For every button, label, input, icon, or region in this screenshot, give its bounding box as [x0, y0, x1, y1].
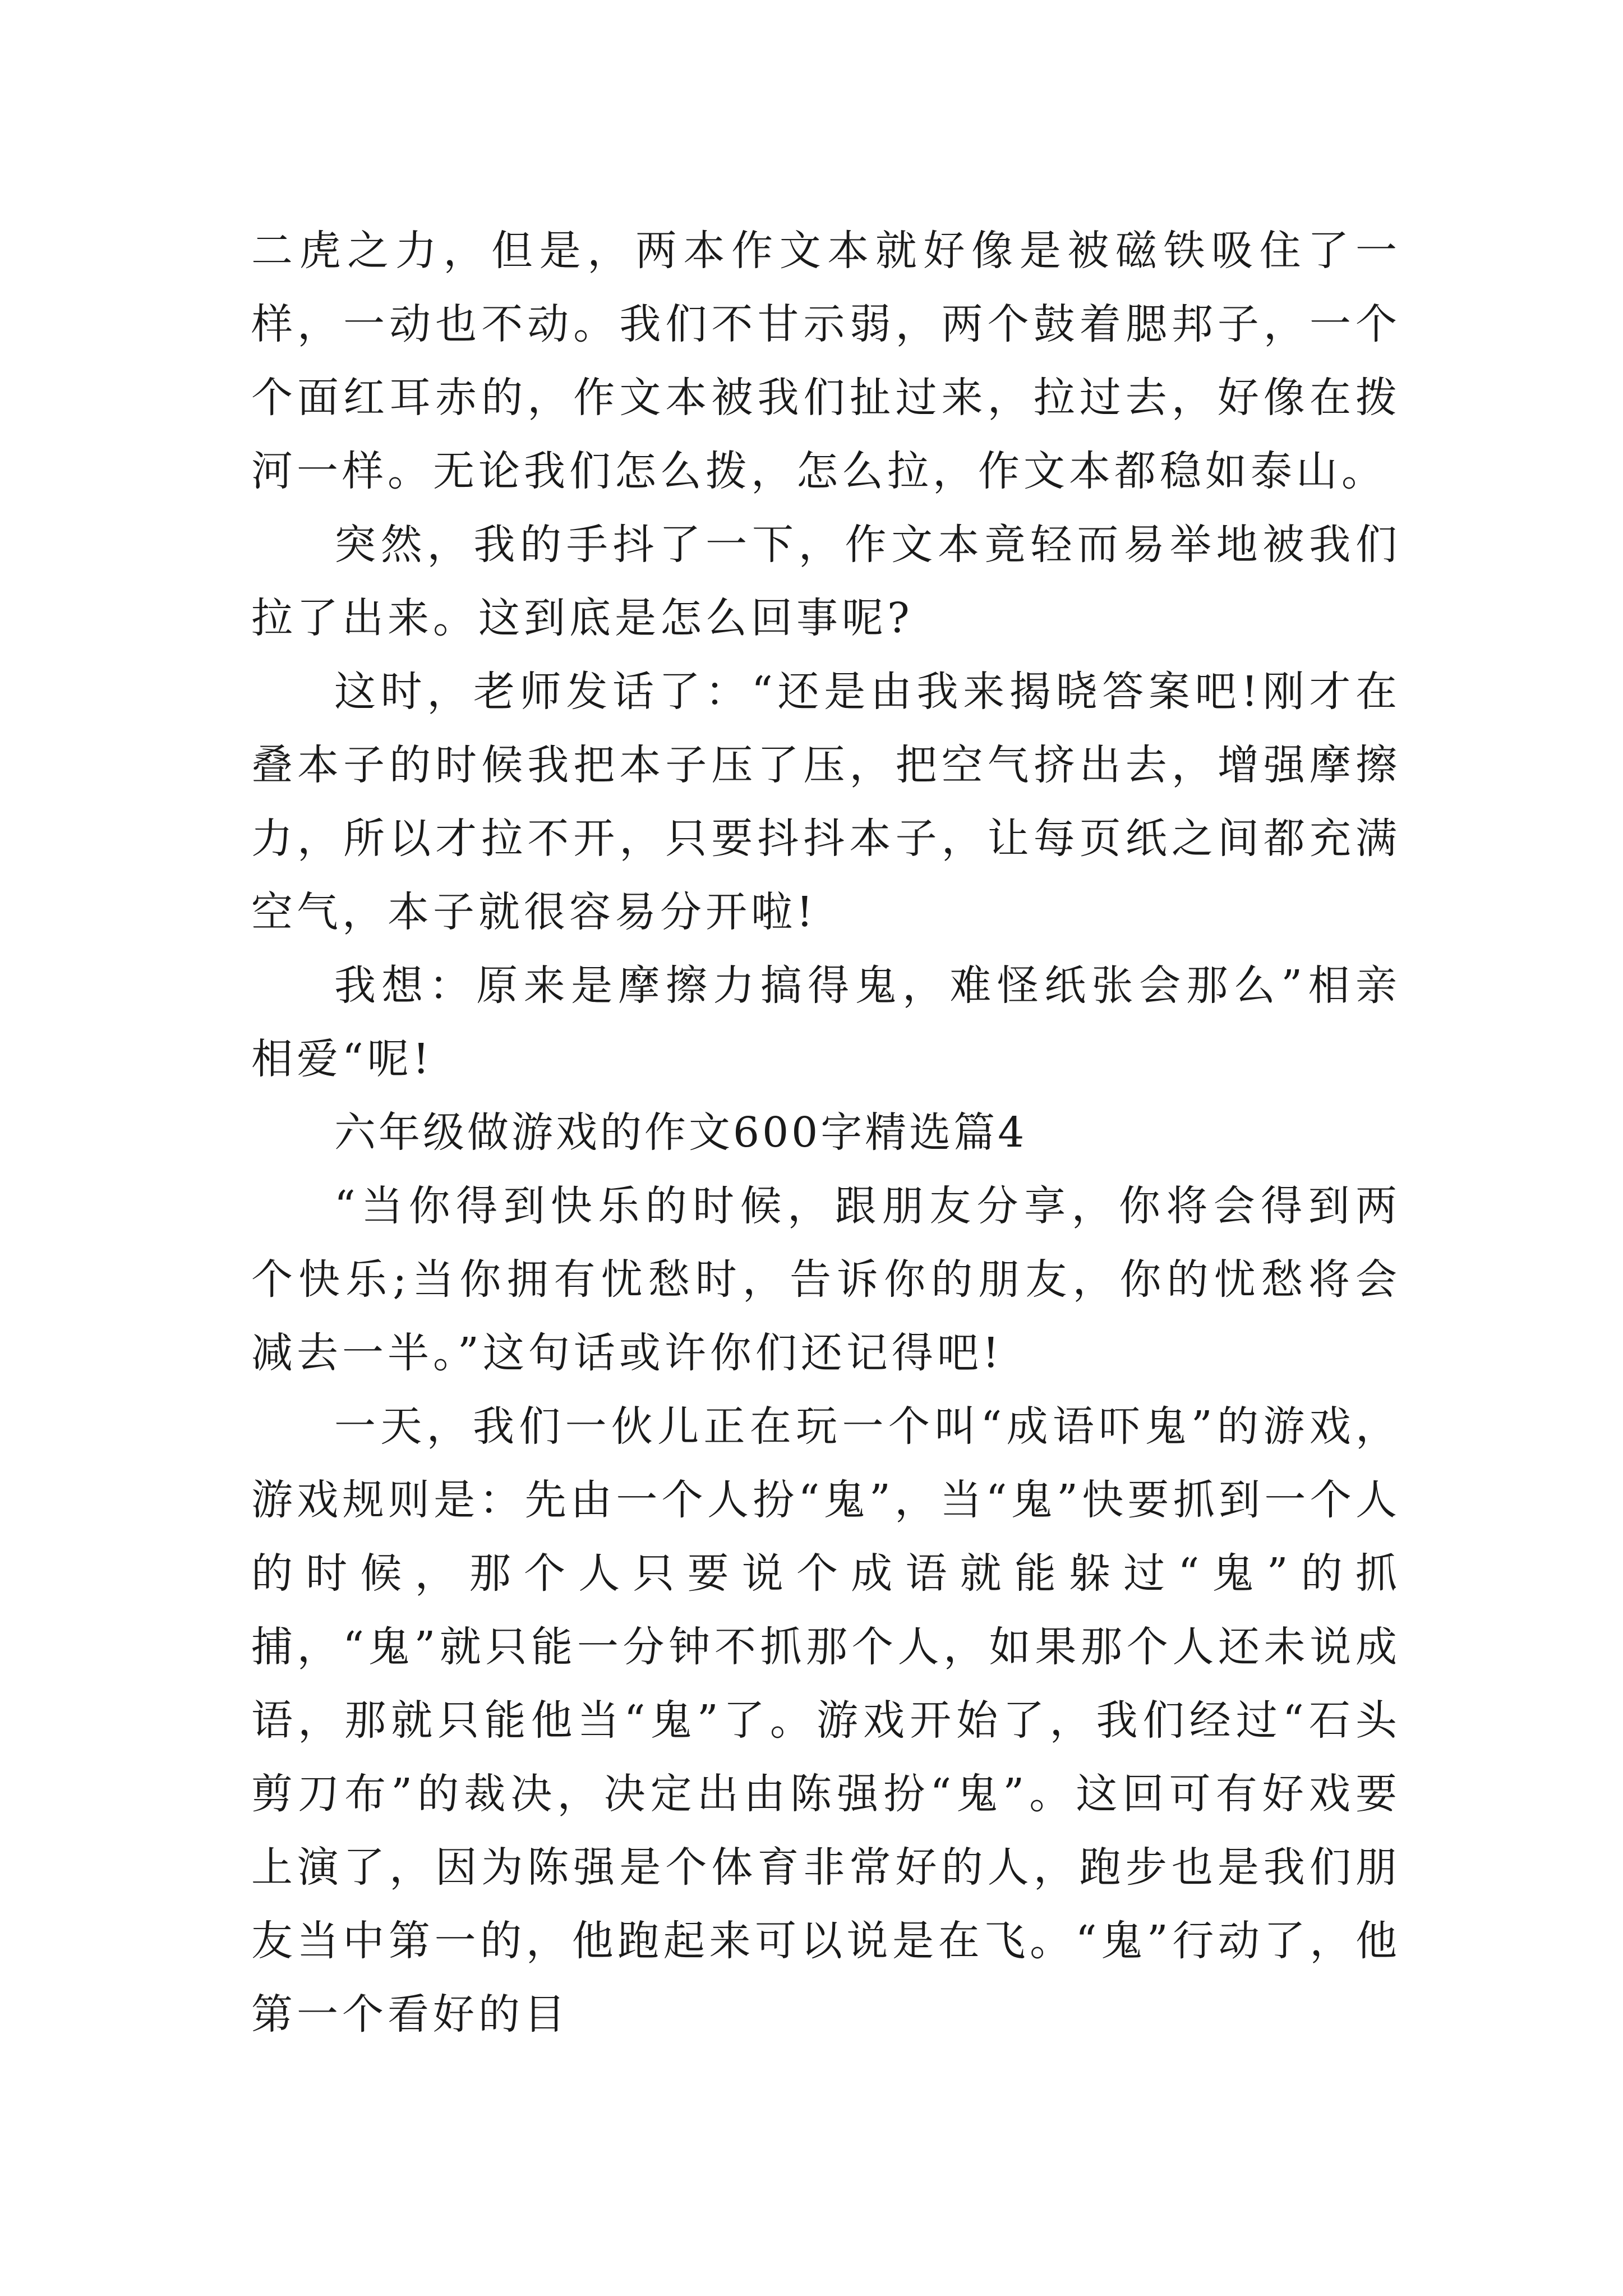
- paragraph-2: 突然，我的手抖了一下，作文本竟轻而易举地被我们拉了出来。这到底是怎么回事呢?: [251, 521, 1401, 642]
- document-body: [251, 214, 1401, 2051]
- paragraph-5: “当你得到快乐的时候，跟朋友分享，你将会得到两个快乐;当你拥有忧愁时，告诉你的朋友，你的忧愁将会减去一半。”这句话或许你们还记得吧!: [251, 1182, 1401, 1377]
- paragraph-6: 一天，我们一伙儿正在玩一个叫“成语吓鬼”的游戏，游戏规则是：先由一个人扮“鬼”，当“鬼”快要抓到一个人的时候，那个人只要说个成语就能躲过“鬼”的抓捕，“鬼”就只能一分钟不抓那个人，如果那个人还未说成语，那就只能他当“鬼”了。游戏开始了，我们经过“石头剪刀布”的裁决，决定出由陈强扮“鬼”。这回可有好戏要上演了，因为陈强是个体育非常好的人，跑步也是我们朋友当中第一的，他跑起来可以说是在飞。“鬼”行动了，他第一个看好的目: [251, 1402, 1401, 2039]
- paragraph-4: 我想：原来是摩擦力搞得鬼，难怪纸张会那么”相亲相爱“呢!: [251, 961, 1401, 1083]
- paragraph-3: 这时，老师发话了：“还是由我来揭晓答案吧!刚才在叠本子的时候我把本子压了压，把空气挤出去，增强摩擦力，所以才拉不开，只要抖抖本子，让每页纸之间都充满空气，本子就很容易分开啦!: [251, 668, 1401, 936]
- paragraph-1: 二虎之力，但是，两本作文本就好像是被磁铁吸住了一样，一动也不动。我们不甘示弱，两个鼓着腮邦子，一个个面红耳赤的，作文本被我们扯过来，拉过去，好像在拨河一样。无论我们怎么拨，怎么拉，作文本都稳如泰山。: [251, 227, 1401, 495]
- section-heading: 六年级做游戏的作文600字精选篇4: [334, 1108, 1027, 1157]
